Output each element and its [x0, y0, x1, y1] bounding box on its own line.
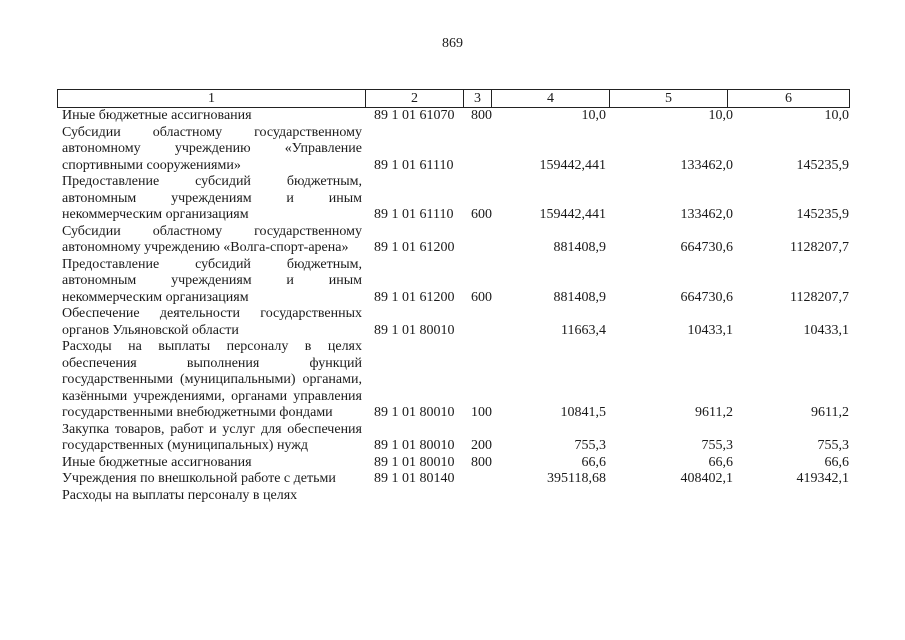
row-name: Предоставление субсидий бюджетным, автономным учреждениям и иным некоммерческим организациям	[62, 256, 362, 305]
table-row	[62, 422, 852, 455]
row-code: 89 1 01 61200	[374, 240, 455, 255]
column-header-6: 6	[728, 90, 850, 108]
column-header-table	[57, 89, 850, 108]
row-name: Закупка товаров, работ и услуг для обеспечения государственных (муниципальных) нужд	[62, 421, 362, 453]
table-row	[62, 125, 852, 175]
budget-table-body	[62, 108, 852, 504]
row-name: Учреждения по внешкольной работе с детьми	[62, 471, 336, 486]
row-code: 89 1 01 80010	[374, 322, 455, 338]
row-value-col5: 664730,6	[680, 289, 733, 305]
row-value-col6: 10433,1	[803, 322, 849, 338]
row-value-col4: 11663,4	[561, 322, 606, 338]
row-code: 89 1 01 80010	[374, 405, 455, 420]
row-code: 89 1 01 61200	[374, 289, 455, 305]
row-value-col6: 1128207,7	[790, 240, 849, 255]
column-header-row	[58, 90, 850, 108]
table-row	[62, 339, 852, 422]
row-value-col5: 66,6	[708, 454, 733, 470]
column-header-2: 2	[366, 90, 464, 108]
row-value-col6: 9611,2	[811, 405, 849, 420]
row-value-col5: 133462,0	[680, 207, 733, 222]
row-value-col6: 66,6	[824, 454, 849, 470]
row-value-col4: 10841,5	[560, 405, 606, 420]
table-row	[62, 488, 852, 505]
row-value-col6: 1128207,7	[790, 289, 849, 305]
row-code: 89 1 01 61110	[374, 207, 454, 222]
row-name: Расходы на выплаты персоналу в целях обеспечения выполнения функций государственными (муниципальными) органами, казёнными учреждениями, органами управления государственными внебюджетными фондами	[62, 339, 362, 420]
row-value-col4: 159442,441	[539, 157, 606, 173]
row-value-col6: 419342,1	[796, 471, 849, 486]
page-number: 869	[442, 36, 463, 51]
row-code: 89 1 01 80140	[374, 471, 455, 486]
row-value-col5: 9611,2	[695, 405, 733, 420]
row-value-col4: 881408,9	[553, 240, 606, 255]
row-value-col5: 664730,6	[680, 240, 733, 255]
table-row	[62, 108, 852, 125]
row-code: 89 1 01 80010	[374, 454, 455, 470]
row-name: Предоставление субсидий бюджетным, автономным учреждениям и иным некоммерческим организациям	[62, 174, 362, 222]
row-value-col6: 755,3	[817, 438, 849, 453]
row-name: Расходы на выплаты персоналу в целях	[62, 487, 298, 503]
row-value-col4: 395118,68	[547, 471, 606, 486]
row-value-col6: 10,0	[824, 108, 849, 123]
table-row	[62, 306, 852, 339]
row-code: 89 1 01 80010	[374, 438, 455, 453]
row-value-col5: 133462,0	[680, 157, 733, 173]
column-header-5: 5	[610, 90, 728, 108]
row-value-col4: 881408,9	[553, 289, 606, 305]
table-row	[62, 471, 852, 488]
row-value-col5: 408402,1	[680, 471, 733, 486]
table-row	[62, 455, 852, 472]
column-header-3: 3	[464, 90, 492, 108]
row-name: Субсидии областному государственному автономному учреждению «Управление спортивными сооружениями»	[62, 124, 362, 173]
row-value-col4: 755,3	[574, 438, 606, 453]
row-expense-type: 800	[471, 108, 492, 123]
row-value-col5: 10,0	[708, 108, 733, 123]
row-name: Иные бюджетные ассигнования	[62, 454, 252, 470]
row-name: Субсидии областному государственному автономному учреждению «Волга-спорт-арена»	[62, 223, 362, 255]
row-code: 89 1 01 61110	[374, 157, 454, 173]
row-expense-type: 600	[471, 289, 492, 305]
row-expense-type: 100	[471, 405, 492, 420]
row-value-col4: 66,6	[581, 454, 606, 470]
table-row	[62, 224, 852, 257]
row-name: Обеспечение деятельности государственных органов Ульяновской области	[62, 306, 362, 338]
table-row	[62, 174, 852, 224]
row-expense-type: 800	[471, 454, 492, 470]
row-value-col6: 145235,9	[796, 207, 849, 222]
row-value-col4: 159442,441	[539, 207, 606, 222]
row-value-col6: 145235,9	[796, 157, 849, 173]
row-code: 89 1 01 61070	[374, 108, 455, 123]
row-value-col5: 755,3	[701, 438, 733, 453]
row-value-col4: 10,0	[581, 108, 606, 123]
table-row	[62, 257, 852, 307]
row-value-col5: 10433,1	[687, 322, 733, 338]
row-expense-type: 600	[471, 207, 492, 222]
column-header-4: 4	[492, 90, 610, 108]
row-expense-type: 200	[471, 438, 492, 453]
row-name: Иные бюджетные ассигнования	[62, 108, 252, 123]
column-header-1: 1	[58, 90, 366, 108]
